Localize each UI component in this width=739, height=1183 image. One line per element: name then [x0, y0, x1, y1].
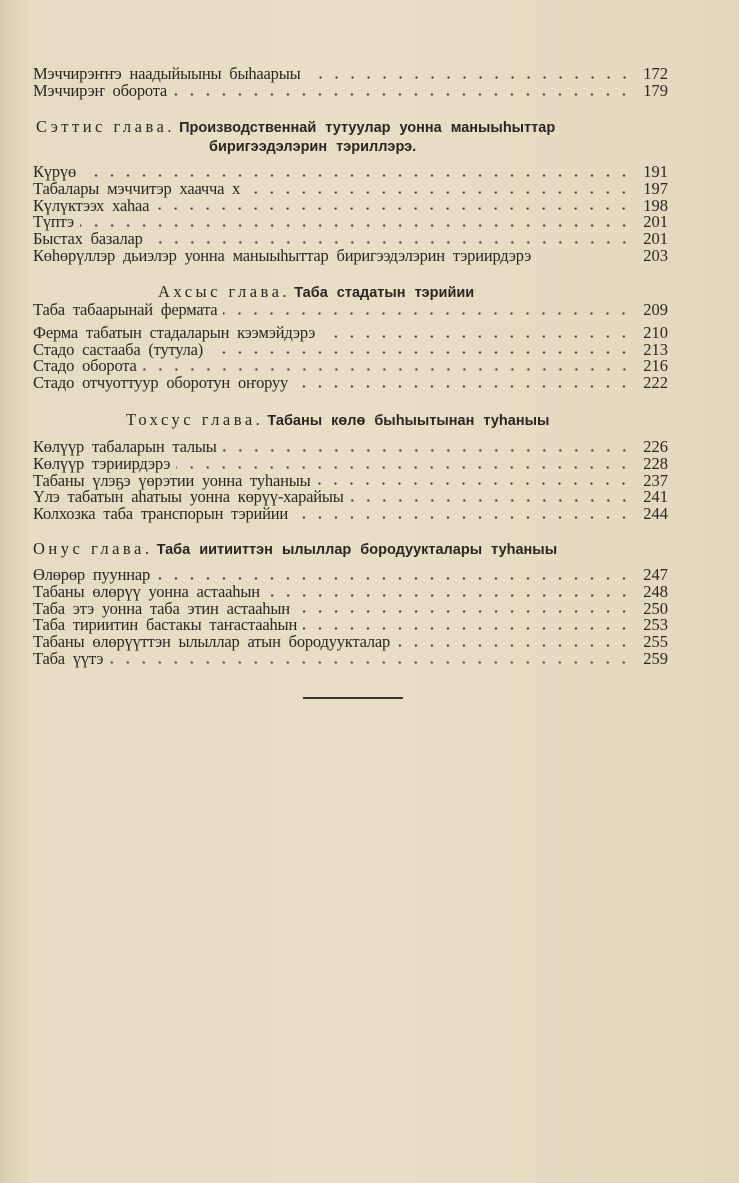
entry-page: 210 [643, 322, 668, 342]
dot-leader [296, 610, 632, 613]
entry-title: Көhөрүллэр дьиэлэр уонна маныыhыттар биригээдэлэрин тэриирдэрэ [33, 245, 532, 265]
entry-page: 244 [643, 504, 668, 524]
chapter-label: Онус глава. [33, 539, 153, 558]
entry-title: Таба этэ уонна таба этин астааhын [33, 598, 290, 618]
toc-entry: Мэччирэҥ оборота 179 [33, 80, 668, 100]
entry-page: 191 [643, 162, 668, 181]
chapter-7 [33, 118, 668, 265]
dot-leader [223, 312, 632, 315]
toc-entry [33, 634, 668, 651]
dot-leader [143, 368, 632, 371]
toc-top-entries [33, 66, 668, 100]
chapter-9 [33, 411, 668, 523]
entry-title: Өлөрөр пууннар [33, 565, 151, 584]
entry-page: 247 [643, 565, 668, 584]
entry-title: Күлүктээх хаhаа [33, 195, 150, 215]
entry-title: Стадо састааба (тутула) [33, 339, 204, 359]
toc-entry [33, 245, 668, 265]
entry-title: Ферма табатын стадаларын кээмэйдэрэ [33, 322, 316, 342]
entry-title: Табаны үлэҕэ үөрэтии уонна туhаныы [33, 470, 311, 490]
dot-leader [303, 627, 632, 630]
entry-title: Табалары мэччитэр хаачча х [33, 178, 241, 198]
entry-page: 226 [643, 437, 668, 456]
toc-entry: Мэччирэҥҥэ наадыйыыны быhаарыы 172 [33, 64, 668, 83]
toc-entry [33, 506, 668, 523]
toc-entry [33, 302, 668, 319]
dot-leader [307, 76, 633, 79]
chapter-10 [33, 540, 668, 668]
entry-page: 213 [643, 339, 668, 359]
entry-page: 203 [643, 245, 668, 265]
entry-title: Быстах базалар [33, 229, 143, 249]
entry-title: Таба табаарынай фермата [33, 300, 218, 319]
entry-title: Түптэ [33, 212, 74, 232]
dot-leader [173, 93, 632, 96]
entry-title: Таба тириитин бастакы таҥастааhын [33, 615, 298, 635]
entry-page: 248 [643, 581, 668, 601]
toc-entry [33, 648, 668, 668]
dot-leader [82, 174, 632, 177]
entry-title: Колхозка таба транспорын тэрийии [33, 504, 289, 524]
entry-page: 198 [643, 195, 668, 215]
dot-leader [149, 241, 632, 244]
dot-leader [350, 499, 632, 502]
entry-page: 201 [643, 212, 668, 232]
dot-leader [80, 224, 632, 227]
dot-leader [109, 661, 632, 664]
dot-leader [321, 335, 632, 338]
entry-title: Үлэ табатын аhатыы уонна көрүү-харайыы [33, 487, 344, 507]
entry-title: Таба үүтэ [33, 648, 104, 668]
chapter-title: Табаны көлө быhыытынан туhаныы [267, 413, 550, 429]
entry-page: 197 [643, 178, 668, 198]
chapter-title: Таба иитииттэн ылыллар бородуукталары туhаныы [156, 542, 558, 558]
dot-leader [316, 482, 632, 485]
chapter-title-cont: биригээдэлэрин тэриллэрэ. [209, 139, 417, 155]
chapter-label: Ахсыс глава. [158, 282, 291, 301]
dot-leader [223, 449, 632, 452]
entry-page: 259 [643, 648, 668, 668]
toc-entry [33, 375, 668, 392]
entry-title: Табаны өлөрүүттэн ылыллар атын бородуукталар [33, 632, 391, 652]
chapter-label: Сэттис глава. [36, 117, 175, 136]
chapter-title: Производственнай тутуулар уонна маныыhыттар [179, 120, 556, 136]
entry-page: 209 [643, 300, 668, 319]
dot-leader [294, 385, 632, 388]
dot-leader [176, 466, 632, 469]
dot-leader [155, 207, 632, 210]
entry-page: 237 [643, 470, 668, 490]
entry-title: Стадо отчуоттуур оборотун оҥоруу [33, 373, 289, 393]
dot-leader [209, 351, 632, 354]
entry-page: 250 [643, 598, 668, 618]
entry-page: 201 [643, 229, 668, 249]
chapter-8 [33, 283, 668, 392]
toc-entry [33, 195, 668, 215]
end-rule [303, 697, 403, 699]
entry-title: Көлүүр табаларын талыы [33, 437, 217, 456]
entry-title: Табаны өлөрүү уонна астааhын [33, 581, 260, 601]
dot-leader [156, 577, 632, 580]
entry-page: 253 [643, 615, 668, 635]
entry-page: 241 [643, 487, 668, 507]
entry-page: 222 [643, 373, 668, 393]
entry-title: Күрүө [33, 162, 77, 181]
entry-page: 255 [643, 632, 668, 652]
entry-page: 216 [643, 356, 668, 376]
chapter-label: Тохсус глава. [126, 410, 264, 429]
dot-leader [266, 594, 632, 597]
dot-leader [246, 191, 632, 194]
dot-leader [294, 516, 632, 519]
entry-title: Көлүүр тэриирдэрэ [33, 453, 171, 473]
dot-leader [396, 644, 632, 647]
chapter-title: Таба стадатын тэрийии [294, 285, 475, 301]
entry-title: Стадо оборота [33, 356, 137, 376]
entry-page: 228 [643, 453, 668, 473]
